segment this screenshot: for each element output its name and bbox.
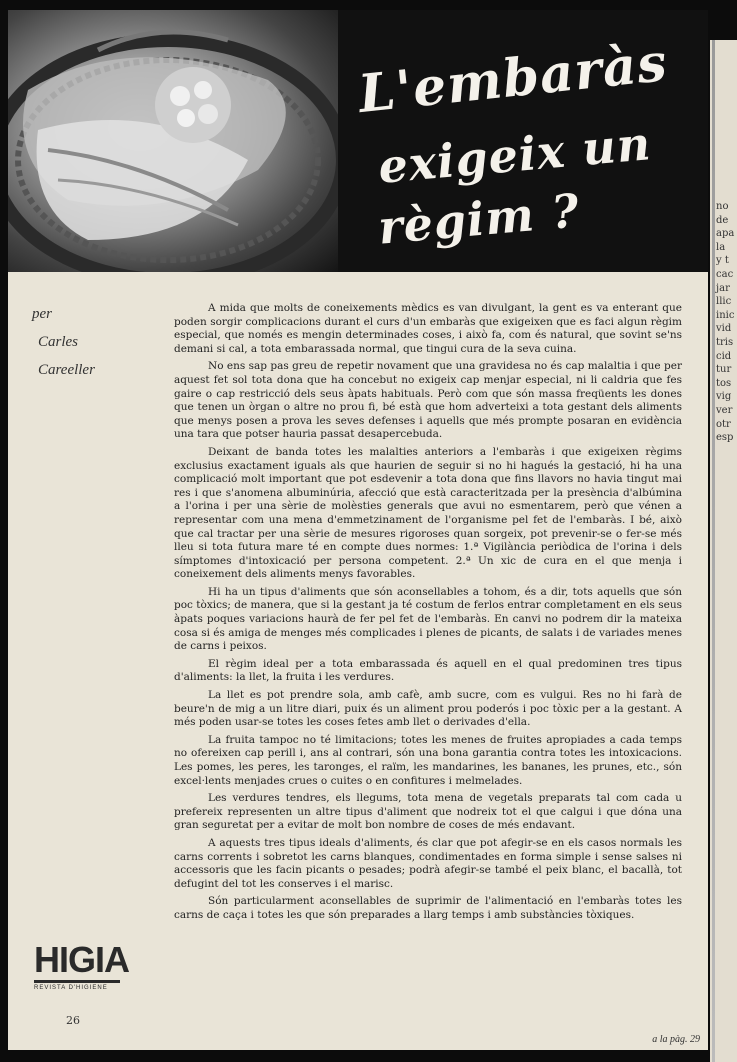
- vegetable-basket-photo: [8, 10, 338, 272]
- article-body: [174, 302, 682, 927]
- header-banner: [8, 10, 708, 272]
- next-page-fragment: la: [716, 241, 726, 253]
- next-page-fragment: esp: [716, 432, 734, 444]
- page-number: 26: [66, 1014, 80, 1027]
- article-title: [338, 20, 708, 270]
- magazine-page: [8, 10, 708, 1050]
- title-line-3: règim ?: [376, 183, 582, 255]
- paragraph: El règim ideal per a tota embarassada és aquell en el qual predominen tres tipus d'aliments: la llet, la fruita i les verdures.: [174, 657, 682, 684]
- next-page-fragment: otr: [716, 418, 731, 430]
- paragraph: A mida que molts de coneixements mèdics es van divulgant, la gent es va enterant que poden sorgir complicacions durant el curs d'un embaràs que exigeixen que es faci algun règim especial, que només es mengin determinades coses, i això fa, com és natural, que sovint se'ns demani si cal, a tota embarassada normal, que tingui cura de la seva cuina.: [174, 302, 682, 355]
- page-fold-shadow: [712, 40, 715, 1062]
- paragraph: La fruita tampoc no té limitacions; totes les menes de fruites apropiades a cada temps no ofereixen cap perill i, ans al contrari, són una bona garantia contra totes les intoxicacions. Les pomes, les peres, les taronges, el raïm, les mandarines, les bananes, les prunes, etc., són excel·lents menjades crues o cuites o en confitures i melmelades.: [174, 733, 682, 787]
- next-page-fragment: apa: [716, 228, 735, 240]
- author-last-name: Careeller: [38, 362, 95, 378]
- adjacent-page-edge: [710, 40, 737, 1062]
- paragraph: La llet es pot prendre sola, amb cafè, amb sucre, com es vulgui. Res no hi farà de beure'n de mig a un litre diari, puix és un aliment prou poderós i poc tòxic per a la gestant. A més poden usar-se totes les coses fetes amb llet o derivades d'ella.: [174, 689, 682, 729]
- next-page-fragment: vig: [716, 391, 732, 403]
- higia-logo: [34, 939, 130, 998]
- byline-per: per: [32, 306, 52, 322]
- paragraph: No ens sap pas greu de repetir novament que una gravidesa no és cap malaltia i que per aquest fet sol tota dona que ha concebut no exigeix cap menjar especial, ni li caldria que fes gaire o cap restricció dels seus àpats habituals. Però com que són massa freqüents les dones que tenen un òrgan o altre no prou fi, bé està que hom adverteixi a tota gestant dels aliments que menys posen a prova les seves defenses i aquells que més prompte posaran en evidència una tara que potser hauria passat desapercebuda.: [174, 360, 682, 441]
- next-page-fragment: inic: [716, 309, 735, 321]
- next-page-fragment: de: [716, 214, 729, 226]
- next-page-fragment: no: [716, 201, 729, 212]
- next-page-fragment: tris: [716, 337, 734, 348]
- next-page-fragment: ver: [716, 405, 733, 416]
- paragraph: A aquests tres tipus ideals d'aliments, és clar que pot afegir-se en els casos normals les carns corrents i sobretot les carns blanques, condimentades en forma simple i sense salses ni accessoris que les facin picants o pesades; podrà afegir-se també el peix blanc, el bacallà, tot defugint del tot les conserves i el marisc.: [174, 836, 682, 890]
- next-page-fragment: tur: [716, 364, 732, 376]
- paragraph: Hi ha un tipus d'aliments que són aconsellables a tohom, és a dir, tots aquells que són poc tòxics; de manera, que si la gestant ja té costum de ferlos entrar completament en els seus àpats poques variacions haurà de fer pel fet de l'embaràs. En canvi no podrem dir la mateixa cosa si és amiga de menges més complicades i plenes de picants, de salats i de variades menes de carns i peixos.: [174, 585, 682, 653]
- paragraph: Són particularment aconsellables de suprimir de l'alimentació en l'embaràs totes les carns de caça i totes les que són preparades a llarg temps i amb substàncies tòxiques.: [174, 895, 682, 921]
- author-first-name: Carles: [38, 334, 79, 350]
- next-page-fragment: y t: [716, 255, 729, 267]
- next-page-fragment: llic: [716, 296, 732, 308]
- next-page-fragment: cid: [716, 350, 732, 362]
- title-line-2: exigeix un: [376, 116, 654, 194]
- author-byline: [32, 300, 152, 384]
- next-page-fragment: tos: [716, 377, 732, 389]
- continued-on-note: a la pàg. 29: [652, 1034, 700, 1045]
- paragraph: Deixant de banda totes les malalties anteriors a l'embaràs i que exigeixen règims exclusius exactament iguals als que haurien de seguir si no hi hagués la gestació, hi ha una complicació molt important que pot esdevenir a tota dona que fins llavors no havia tingut mai res i que s'anomena albuminúria, afecció que està caracteritzada per la presència d'albúmina a l'orina i per una sèrie de molèsties generals que avui no esmentarem, però que vénen a representar com una mena d'emmetzinament de l'organisme pel fet de l'embaràs. I bé, això que cal tractar per una sèrie de mesures rigoroses quan sorgeix, pot prevenir-se o fer-se més lleu si tota futura mare té en compte dues normes: 1.ª Vigilància periòdica de l'orina i dels símptomes d'intoxicació per persona competent. 2.ª Un xic de cura en el que menja i coneixement dels aliments menys favorables.: [174, 445, 682, 581]
- logo-name: HIGIA: [34, 940, 120, 983]
- next-page-fragment: vid: [716, 323, 732, 335]
- next-page-fragment: jar: [716, 282, 730, 294]
- title-line-1: L'embaràs: [355, 31, 671, 126]
- logo-subtitle: REVISTA D'HIGIENE: [34, 985, 108, 991]
- next-page-fragment: cac: [716, 269, 734, 280]
- paragraph: Les verdures tendres, els llegums, tota mena de vegetals preparats tal com cada u prefereix representen un altre tipus d'aliment que nodreix tot el que calgui i que dóna una gran seguretat per a evitar de molt bon nombre de coses de més endavant.: [174, 792, 682, 832]
